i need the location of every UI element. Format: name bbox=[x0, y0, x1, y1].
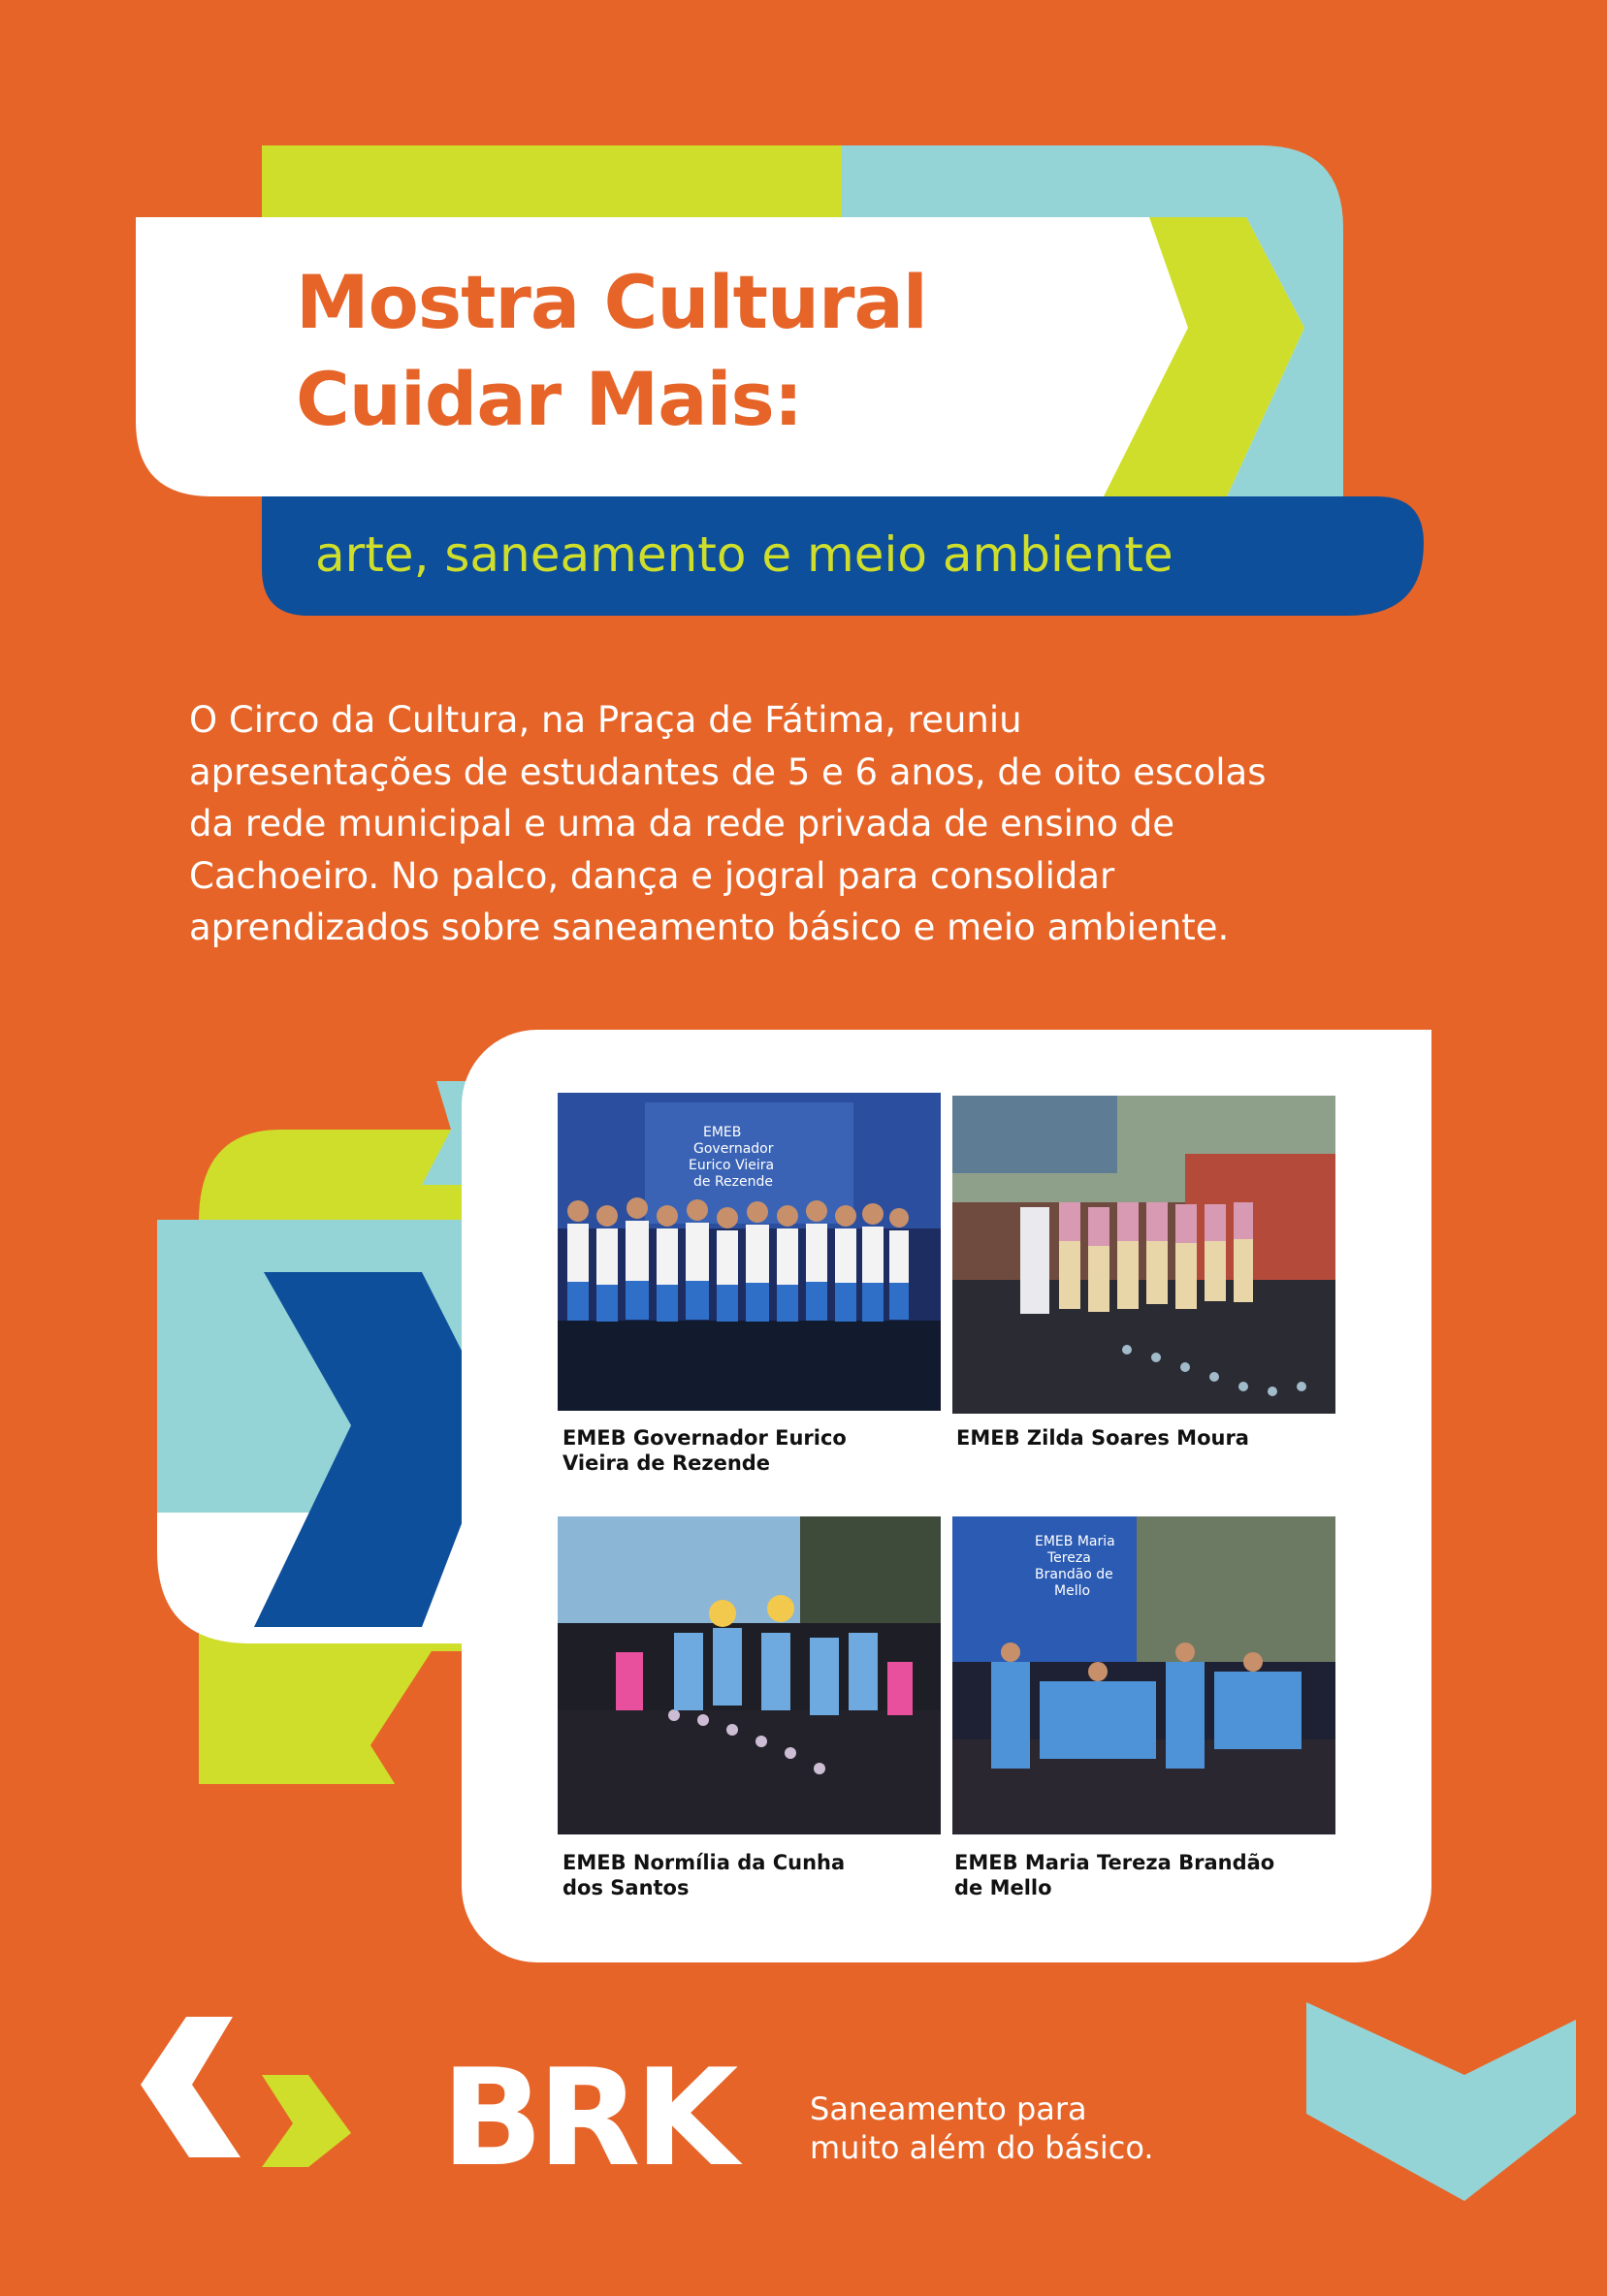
intro-line: apresentações de estudantes de 5 e 6 anos, de oito escolas bbox=[189, 750, 1267, 793]
photo-caption bbox=[956, 1425, 1344, 1451]
lime-footer-chevron bbox=[262, 2075, 351, 2167]
screen-text-line: Mello bbox=[1054, 1583, 1091, 1599]
brand-name: BRK bbox=[441, 2056, 733, 2177]
intro-line: Cachoeiro. No palco, dança e jogral para consolidar bbox=[189, 854, 1115, 897]
photo-maria-tereza bbox=[952, 1516, 1335, 1834]
intro-paragraph bbox=[189, 694, 1450, 954]
title-line-2: Cuidar Mais: bbox=[296, 356, 803, 442]
photo-caption bbox=[954, 1850, 1342, 1900]
page-title bbox=[296, 254, 1033, 448]
caption-line: EMEB Maria Tereza Brandão bbox=[954, 1851, 1275, 1874]
caption-line: dos Santos bbox=[562, 1876, 690, 1899]
caption-line: Vieira de Rezende bbox=[562, 1451, 771, 1475]
intro-line: O Circo da Cultura, na Praça de Fátima, reuniu bbox=[189, 699, 1022, 741]
aqua-footer-shape bbox=[1306, 2002, 1576, 2201]
title-line-1: Mostra Cultural bbox=[296, 259, 927, 345]
white-footer-chevron bbox=[141, 2017, 241, 2157]
screen-text-line: Eurico Vieira bbox=[689, 1158, 775, 1173]
brk-logo bbox=[441, 2056, 771, 2177]
photo-caption bbox=[562, 1850, 950, 1900]
screen-text-line: de Rezende bbox=[693, 1174, 773, 1190]
screen-text-line: EMEB bbox=[703, 1125, 742, 1140]
screen-text-line: Brandão de bbox=[1035, 1567, 1113, 1582]
photo-eurico-vieira bbox=[558, 1093, 941, 1411]
brand-tagline bbox=[810, 2089, 1154, 2167]
tagline-line: Saneamento para bbox=[810, 2090, 1087, 2127]
intro-line: aprendizados sobre saneamento básico e meio ambiente. bbox=[189, 907, 1230, 948]
photo-normilia-cunha bbox=[558, 1516, 941, 1834]
photo-zilda-soares bbox=[952, 1096, 1335, 1414]
caption-line: EMEB Governador Eurico bbox=[562, 1426, 847, 1450]
photo-caption bbox=[562, 1425, 950, 1476]
screen-text-line: Governador bbox=[693, 1141, 774, 1157]
tagline-line: muito além do básico. bbox=[810, 2129, 1154, 2166]
intro-line: da rede municipal e uma da rede privada de ensino de bbox=[189, 803, 1175, 845]
screen-text-line: Tereza bbox=[1047, 1550, 1091, 1566]
screen-text-line: EMEB Maria bbox=[1035, 1534, 1115, 1549]
caption-line: de Mello bbox=[954, 1876, 1052, 1899]
caption-line: EMEB Normília da Cunha bbox=[562, 1851, 846, 1874]
caption-line: EMEB Zilda Soares Moura bbox=[956, 1426, 1249, 1450]
page-subtitle: arte, saneamento e meio ambiente bbox=[315, 526, 1173, 583]
